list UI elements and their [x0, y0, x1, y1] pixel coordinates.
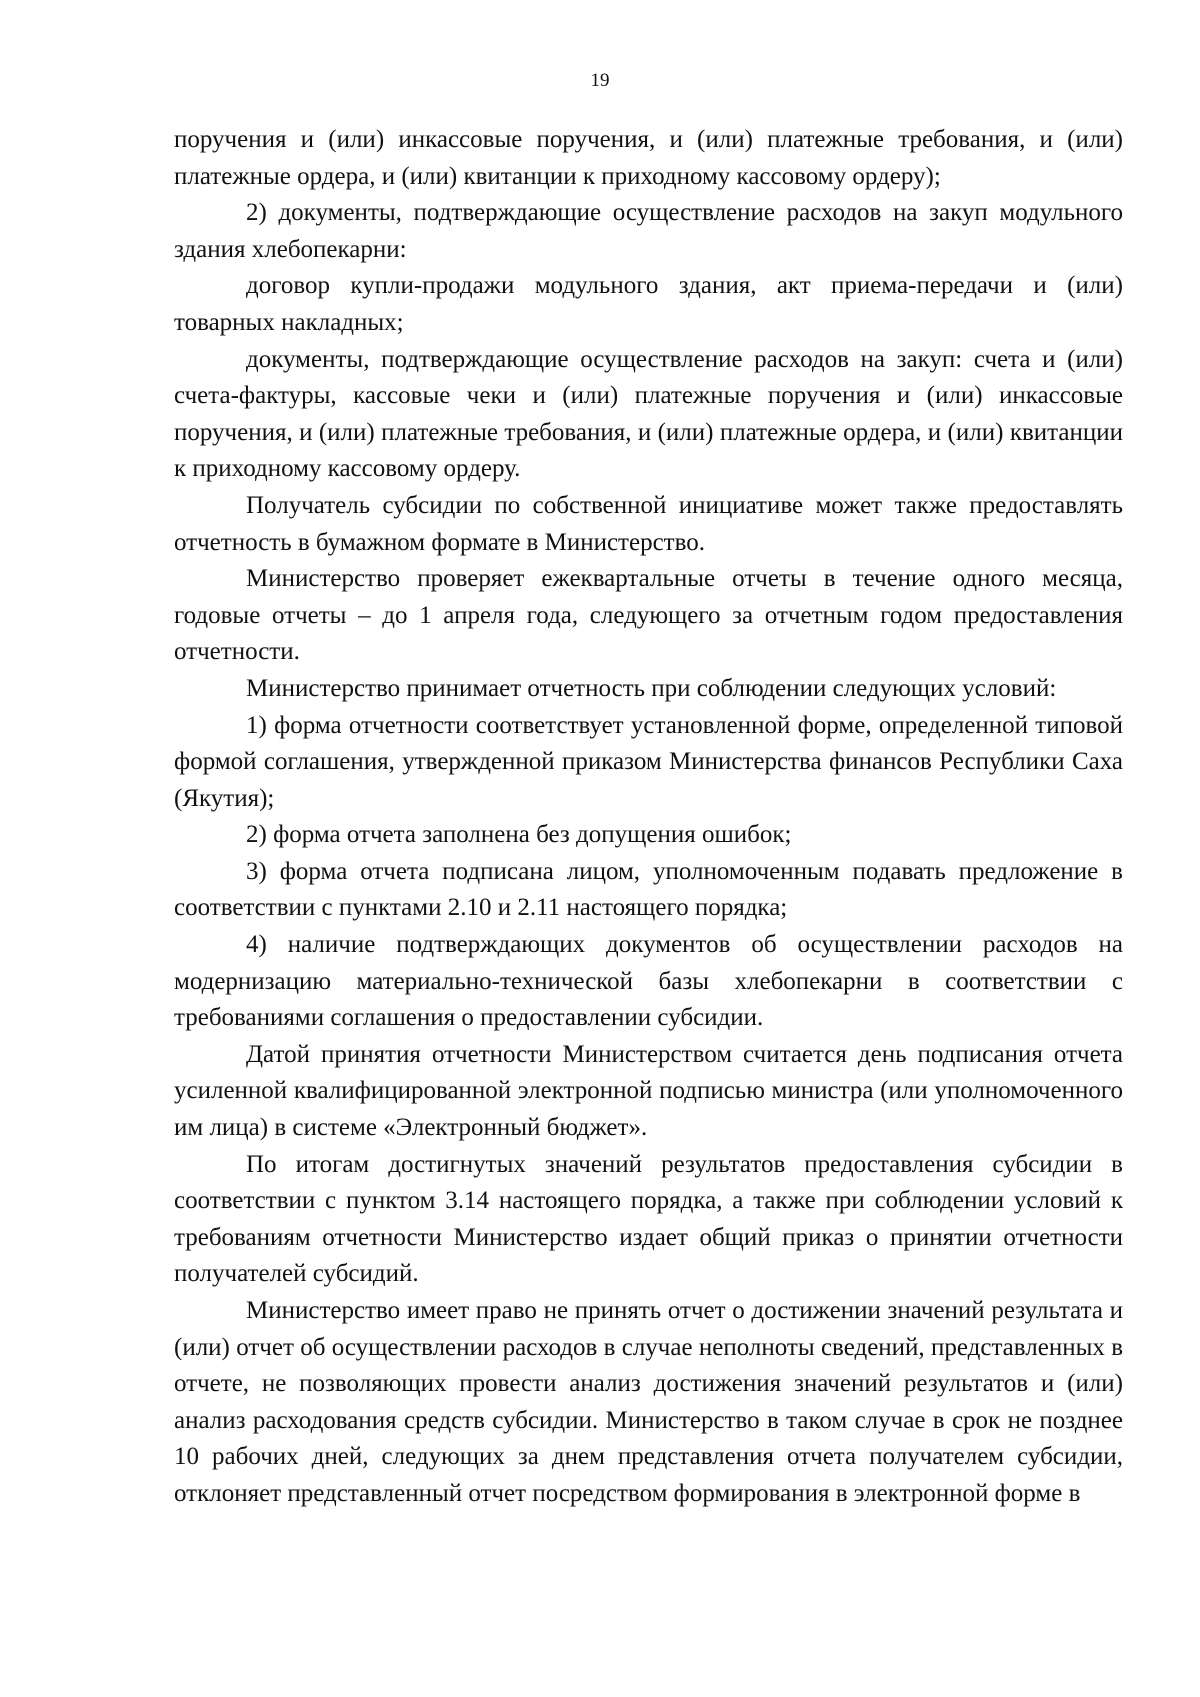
paragraph-item-2-documents: 2) документы, подтверждающие осуществление расходов на закуп модульного здания хлебопекарни:: [174, 199, 1123, 263]
paragraph-acceptance-date: Датой принятия отчетности Министерством считается день подписания отчета усиленной квалифицированной электронной подписью министра (или уполномоченного им лица) в системе «Электронный бюджет».: [174, 1040, 1123, 1142]
paragraph-acceptance-conditions: Министерство принимает отчетность при соблюдении следующих условий:: [246, 674, 1057, 702]
paragraph-report-check: Министерство проверяет ежеквартальные отчеты в течение одного месяца, годовые отчеты – до 1 апреля года, следующего за отчетным годом предоставления отчетности.: [174, 565, 1123, 666]
document-body: [174, 122, 1123, 1513]
paragraph-condition-1: 1) форма отчетности соответствует установленной форме, определенной типовой формой соглашения, утвержденной приказом Министерства финансов Республики Саха (Якутия);: [174, 711, 1123, 812]
paragraph-sale-contract: договор купли-продажи модульного здания, акт приема-передачи и (или) товарных накладных;: [174, 272, 1123, 336]
paragraph-paper-format: Получатель субсидии по собственной инициативе может также предоставлять отчетность в бумажном формате в Министерство.: [174, 491, 1123, 556]
paragraph-continuation: поручения и (или) инкассовые поручения, и (или) платежные требования, и (или) платежные ордера, и (или) квитанции к приходному кассовому ордеру);: [174, 126, 1123, 190]
paragraph-purchase-documents: документы, подтверждающие осуществление расходов на закуп: счета и (или) счета-фактуры, кассовые чеки и (или) платежные поручения и (или) инкассовые поручения, и (или) платежные требования, и (или) платежные ордера, и (или) квитанции к приходному кассовому ордеру.: [174, 345, 1123, 483]
paragraph-condition-2: 2) форма отчета заполнена без допущения ошибок;: [246, 821, 792, 849]
paragraph-condition-4: 4) наличие подтверждающих документов об осуществлении расходов на модернизацию материально-технической базы хлебопекарни в соответствии с требованиями соглашения о предоставлении субсидии.: [174, 931, 1123, 1032]
paragraph-general-order: По итогам достигнутых значений результатов предоставления субсидии в соответствии с пунктом 3.14 настоящего порядка, а также при соблюдении условий к требованиям отчетности Министерство издает общий приказ о принятии отчетности получателей субсидий.: [174, 1150, 1123, 1288]
page-number: 19: [590, 70, 610, 91]
paragraph-condition-3: 3) форма отчета подписана лицом, уполномоченным подавать предложение в соответствии с пунктами 2.10 и 2.11 настоящего порядка;: [174, 857, 1123, 922]
paragraph-rejection-right: Министерство имеет право не принять отчет о достижении значений результата и (или) отчет об осуществлении расходов в случае неполноты сведений, представленных в отчете, не позволяющих провести анализ достижения значений результатов и (или) анализ расходования средств субсидии. Министерство в таком случае в срок не позднее 10 рабочих дней, следующих за днем представления отчета получателем субсидии, отклоняет представленный отчет посредством формирования в электронной форме в: [174, 1297, 1123, 1507]
